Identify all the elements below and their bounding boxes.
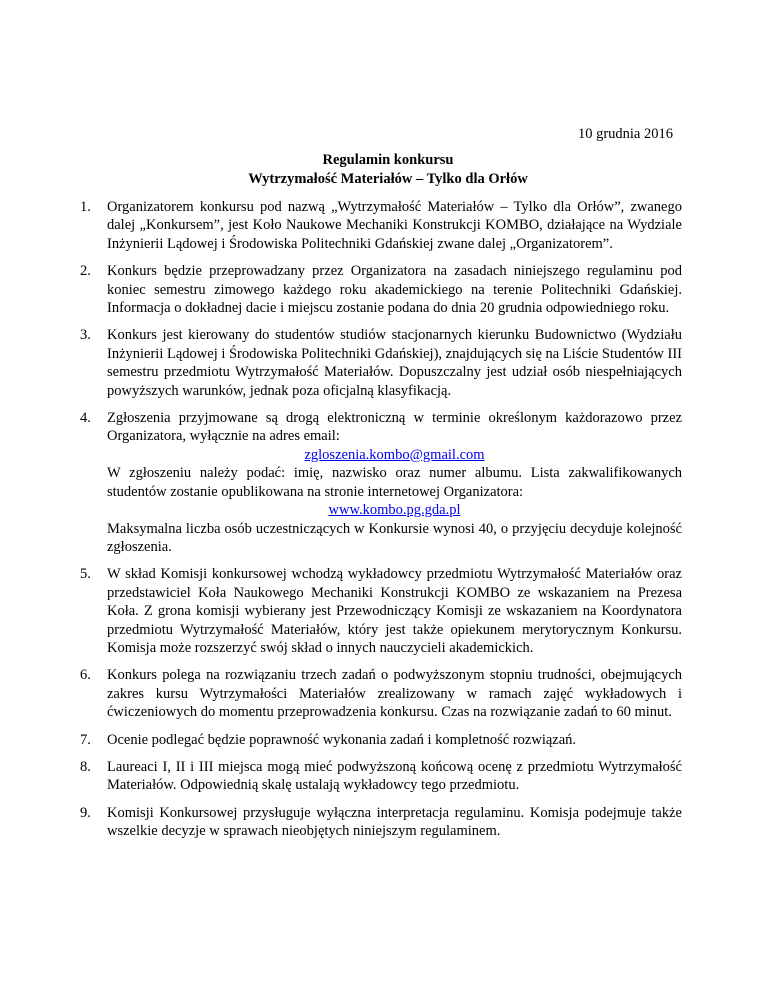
item-text: Zgłoszenia przyjmowane są drogą elektroniczną w terminie określonym każdorazowo przez Organizatora, wyłącznie na adres email: bbox=[107, 410, 682, 445]
item-text: Konkurs będzie przeprowadzany przez Organizatora na zasadach niniejszego regulaminu pod koniec semestru zimowego każdego roku akademickiego na terenie Politechniki Gdańskiej. Informacja o dokładnej dacie i miejscu zostanie podana do dnia 20 grudnia odpowiedniego roku. bbox=[107, 263, 682, 317]
list-item bbox=[80, 565, 682, 657]
item-number: 3. bbox=[80, 327, 91, 344]
item-number: 6. bbox=[80, 667, 91, 684]
list-item bbox=[80, 731, 682, 749]
website-line bbox=[107, 501, 682, 519]
list-item bbox=[80, 666, 682, 721]
item-text: W zgłoszeniu należy podać: imię, nazwisko oraz numer albumu. Lista zakwalifikowanych studentów zostanie opublikowana na stronie internetowej Organizatora: bbox=[107, 465, 682, 500]
list-item bbox=[80, 326, 682, 400]
item-number: 9. bbox=[80, 804, 91, 821]
website-link[interactable]: www.kombo.pg.gda.pl bbox=[328, 502, 461, 519]
item-number: 1. bbox=[80, 199, 91, 215]
item-number: 5. bbox=[80, 566, 91, 583]
item-number: 7. bbox=[80, 731, 91, 748]
item-text: Laureaci I, II i III miejsca mogą mieć podwyższoną końcową ocenę z przedmiotu Wytrzymałość Materiałów. Odpowiednią skalę ustalają wykładowcy tego przedmiotu. bbox=[107, 758, 682, 794]
title-line-1: Regulamin konkursu bbox=[322, 152, 454, 168]
list-item bbox=[80, 804, 682, 841]
item-number: 4. bbox=[80, 410, 91, 427]
item-text: Organizatorem konkursu pod nazwą „Wytrzymałość Materiałów – Tylko dla Orłów”, zwanego dalej „Konkursem”, jest Koło Naukowe Mechaniki Konstrukcji KOMBO, działające na Wydziale Inżynierii Lądowej i Środowiska Politechniki Gdańskiej zwane dalej „Organizatorem”. bbox=[107, 199, 682, 252]
item-text: Maksymalna liczba osób uczestniczących w Konkursie wynosi 40, o przyjęciu decyduje kolejność zgłoszenia. bbox=[107, 520, 682, 555]
list-item bbox=[80, 262, 682, 317]
document-title bbox=[108, 151, 668, 189]
item-text: Ocenie podlegać będzie poprawność wykonania zadań i kompletność rozwiązań. bbox=[107, 731, 577, 748]
item-text: Komisji Konkursowej przysługuje wyłączna interpretacja regulaminu. Komisja podejmuje także wszelkie decyzje w sprawach nieobjętych niniejszym regulaminem. bbox=[107, 804, 682, 840]
item-text: W skład Komisji konkursowej wchodzą wykładowcy przedmiotu Wytrzymałość Materiałów oraz przedstawiciel Koła Naukowego Mechaniki Konstrukcji KOMBO ze wskazaniem na Prezesa Koła. Z grona komisji wybierany jest Przewodniczący Komisji ze wskazaniem na Koordynatora przedmiotu Wytrzymałość Materiałów, który jest także opiekunem merytorycznym Konkursu. Komisja może rozszerzyć swój skład o innych nauczycieli akademickich. bbox=[107, 566, 682, 656]
document-date: 10 grudnia 2016 bbox=[577, 126, 673, 142]
email-link[interactable]: zgloszenia.kombo@gmail.com bbox=[304, 446, 485, 463]
title-line-2: Wytrzymałość Materiałów – Tylko dla Orłów bbox=[248, 171, 528, 187]
item-text: Konkurs jest kierowany do studentów studiów stacjonarnych kierunku Budownictwo (Wydziału Inżynierii Lądowej i Środowiska Politechniki Gdańskiej), znajdujących się na Liście Studentów III semestru przedmiotu Wytrzymałość Materiałów. Dopuszczalny jest udział osób niespełniających powyższych warunków, jednak poza oficjalną klasyfikacją. bbox=[107, 327, 683, 399]
list-item bbox=[80, 198, 682, 253]
list-item bbox=[80, 758, 682, 795]
list-item bbox=[80, 409, 682, 556]
item-text: Konkurs polega na rozwiązaniu trzech zadań o podwyższonym stopniu trudności, obejmujących zakres kursu Wytrzymałości Materiałów zrealizowany w ramach zajęć wykładowych i ćwiczeniowych do momentu przeprowadzenia konkursu. Czas na rozwiązanie zadań to 60 minut. bbox=[107, 667, 682, 721]
email-line bbox=[107, 446, 682, 464]
item-number: 8. bbox=[80, 758, 91, 775]
item-number: 2. bbox=[80, 263, 91, 280]
regulation-list bbox=[80, 198, 682, 850]
